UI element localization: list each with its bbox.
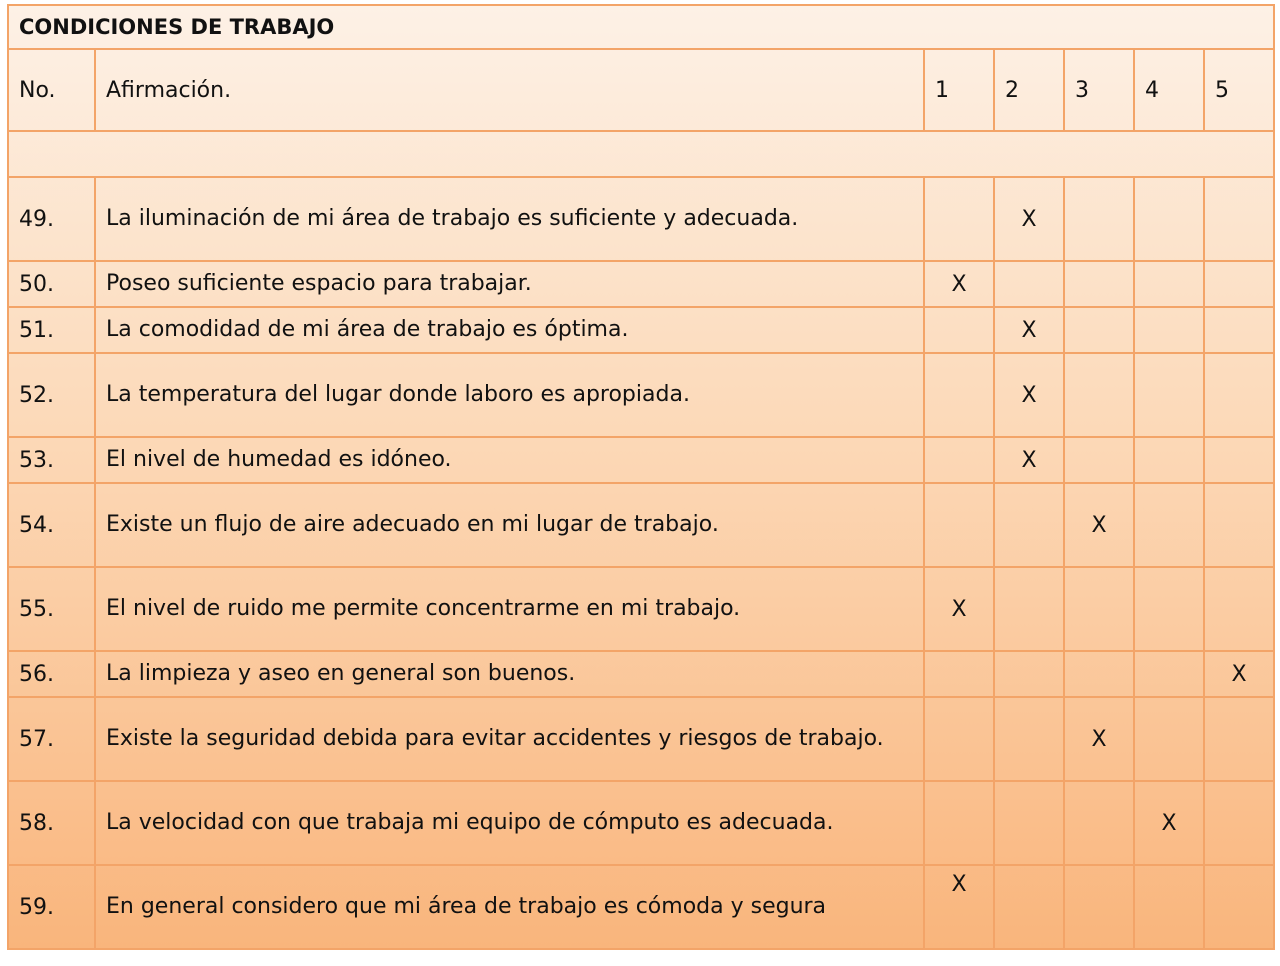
- rating-cell-1: [924, 307, 994, 353]
- rating-cell-5: [1204, 567, 1274, 651]
- rating-cell-5: [1204, 177, 1274, 261]
- rating-cell-3: [1064, 177, 1134, 261]
- table-row: [8, 651, 1274, 697]
- statement-header: Afirmación.: [95, 49, 924, 131]
- row-number: 56.: [8, 651, 95, 697]
- rating-cell-3: [1064, 865, 1134, 949]
- rating-cell-2: [994, 865, 1064, 949]
- rating-cell-2: X: [994, 353, 1064, 437]
- row-number: 49.: [8, 177, 95, 261]
- rating-cell-2: [994, 697, 1064, 781]
- rating-cell-4: [1134, 567, 1204, 651]
- rating-cell-5: [1204, 483, 1274, 567]
- rating-cell-2: [994, 567, 1064, 651]
- row-statement: Existe la seguridad debida para evitar accidentes y riesgos de trabajo.: [95, 697, 924, 781]
- table-row: [8, 353, 1274, 437]
- rating-cell-5: [1204, 353, 1274, 437]
- table-row: [8, 261, 1274, 307]
- spacer-row: [8, 131, 1274, 177]
- table-row: [8, 865, 1274, 949]
- rating-cell-3: [1064, 437, 1134, 483]
- rating-cell-4: [1134, 353, 1204, 437]
- rating-cell-2: X: [994, 437, 1064, 483]
- rating-cell-3: X: [1064, 483, 1134, 567]
- scale-header-2: 2: [994, 49, 1064, 131]
- row-statement: La velocidad con que trabaja mi equipo de cómputo es adecuada.: [95, 781, 924, 865]
- row-statement: En general considero que mi área de trabajo es cómoda y segura: [95, 865, 924, 949]
- scale-header-3: 3: [1064, 49, 1134, 131]
- row-statement: El nivel de ruido me permite concentrarme en mi trabajo.: [95, 567, 924, 651]
- rating-cell-3: X: [1064, 697, 1134, 781]
- rating-cell-3: [1064, 307, 1134, 353]
- rating-cell-4: [1134, 177, 1204, 261]
- rating-cell-4: [1134, 261, 1204, 307]
- rating-cell-3: [1064, 567, 1134, 651]
- row-number: 53.: [8, 437, 95, 483]
- rating-cell-4: [1134, 697, 1204, 781]
- row-statement: Poseo suficiente espacio para trabajar.: [95, 261, 924, 307]
- row-number: 50.: [8, 261, 95, 307]
- scale-header-4: 4: [1134, 49, 1204, 131]
- header-row: [8, 49, 1274, 131]
- rating-cell-2: X: [994, 177, 1064, 261]
- rating-cell-1: [924, 353, 994, 437]
- table-title: CONDICIONES DE TRABAJO: [8, 5, 1274, 49]
- rating-cell-1: [924, 781, 994, 865]
- rating-cell-2: [994, 781, 1064, 865]
- rating-cell-1: [924, 177, 994, 261]
- table-row: [8, 697, 1274, 781]
- row-number: 57.: [8, 697, 95, 781]
- title-row: [8, 5, 1274, 49]
- rating-cell-1: [924, 697, 994, 781]
- rating-cell-3: [1064, 261, 1134, 307]
- rating-cell-2: [994, 651, 1064, 697]
- row-statement: La comodidad de mi área de trabajo es óptima.: [95, 307, 924, 353]
- scale-header-5: 5: [1204, 49, 1274, 131]
- rating-cell-1: X: [924, 261, 994, 307]
- rating-cell-3: [1064, 353, 1134, 437]
- rating-cell-3: [1064, 651, 1134, 697]
- rating-cell-5: [1204, 307, 1274, 353]
- row-number: 55.: [8, 567, 95, 651]
- rating-cell-1: [924, 437, 994, 483]
- number-header: No.: [8, 49, 95, 131]
- row-number: 59.: [8, 865, 95, 949]
- spacer-cell: [8, 131, 1274, 177]
- rating-cell-4: [1134, 651, 1204, 697]
- rating-cell-4: [1134, 437, 1204, 483]
- row-statement: Existe un flujo de aire adecuado en mi lugar de trabajo.: [95, 483, 924, 567]
- row-number: 58.: [8, 781, 95, 865]
- rating-cell-3: [1064, 781, 1134, 865]
- rating-cell-4: [1134, 307, 1204, 353]
- row-statement: La temperatura del lugar donde laboro es apropiada.: [95, 353, 924, 437]
- table-row: [8, 177, 1274, 261]
- row-statement: El nivel de humedad es idóneo.: [95, 437, 924, 483]
- rating-cell-5: [1204, 781, 1274, 865]
- rating-cell-1: [924, 483, 994, 567]
- table-row: [8, 781, 1274, 865]
- scale-header-1: 1: [924, 49, 994, 131]
- table-row: [8, 437, 1274, 483]
- rating-cell-4: [1134, 865, 1204, 949]
- rating-cell-5: [1204, 865, 1274, 949]
- table-row: [8, 483, 1274, 567]
- rating-cell-5: [1204, 261, 1274, 307]
- rating-cell-2: X: [994, 307, 1064, 353]
- row-statement: La limpieza y aseo en general son buenos.: [95, 651, 924, 697]
- rating-cell-1: [924, 651, 994, 697]
- table-row: [8, 307, 1274, 353]
- row-number: 54.: [8, 483, 95, 567]
- rating-cell-5: [1204, 697, 1274, 781]
- rating-cell-2: [994, 483, 1064, 567]
- rating-cell-1: X: [924, 865, 994, 949]
- rating-cell-5: X: [1204, 651, 1274, 697]
- table-row: [8, 567, 1274, 651]
- row-statement: La iluminación de mi área de trabajo es suficiente y adecuada.: [95, 177, 924, 261]
- rating-cell-5: [1204, 437, 1274, 483]
- rating-cell-4: [1134, 483, 1204, 567]
- rating-cell-1: X: [924, 567, 994, 651]
- rating-cell-2: [994, 261, 1064, 307]
- row-number: 51.: [8, 307, 95, 353]
- working-conditions-table: [7, 4, 1275, 950]
- rating-cell-4: X: [1134, 781, 1204, 865]
- row-number: 52.: [8, 353, 95, 437]
